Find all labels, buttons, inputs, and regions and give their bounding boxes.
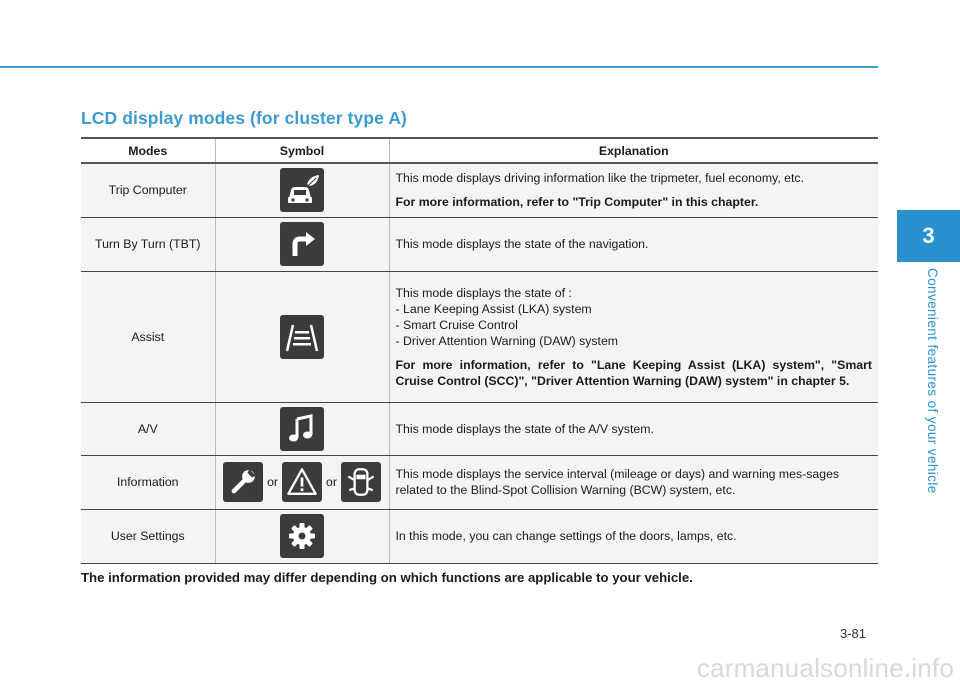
explanation-text: This mode displays driving information like the tripmeter, fuel economy, etc. (395, 171, 804, 186)
reference-note: For more information, refer to "Trip Computer" in this chapter. (395, 195, 759, 210)
chapter-tab (897, 210, 960, 262)
modes-table (81, 137, 878, 564)
table-header-row (81, 138, 878, 163)
watermark: carmanualsonline.info (696, 653, 954, 683)
table-row (81, 509, 878, 563)
explanation-cell (389, 163, 878, 217)
turn-arrow-icon (280, 222, 324, 266)
or-separator: or (267, 475, 278, 489)
explanation-text (396, 285, 873, 349)
table-row (81, 217, 878, 271)
explanation-text: This mode displays the state of the A/V system. (395, 421, 654, 436)
explanation-line: - Smart Cruise Control (395, 317, 518, 332)
explanation-cell (389, 509, 878, 563)
page-number: 3-81 (840, 626, 867, 641)
music-note-icon (280, 407, 324, 451)
or-separator: or (326, 475, 337, 489)
explanation-text: This mode displays the state of the navigation. (395, 237, 649, 251)
explanation-line: This mode displays the state of : (395, 285, 572, 300)
explanation-line: - Lane Keeping Assist (LKA) system (395, 301, 592, 316)
top-rule (0, 66, 878, 68)
mode-name: Information (81, 455, 215, 509)
explanation-cell (389, 455, 878, 509)
trip-computer-icon (280, 168, 324, 212)
explanation-cell (389, 271, 878, 402)
explanation-line: - Driver Attention Warning (DAW) system (395, 333, 619, 348)
mode-name: Trip Computer (81, 163, 215, 217)
table-row (81, 163, 878, 217)
mode-name: A/V (81, 402, 215, 455)
wrench-icon (223, 462, 263, 502)
mode-name: Turn By Turn (TBT) (81, 217, 215, 271)
car-doors-icon (341, 462, 381, 502)
warning-triangle-icon (282, 462, 322, 502)
symbol-cell (215, 509, 389, 563)
section-title: LCD display modes (for cluster type A) (81, 108, 407, 128)
lane-assist-icon (280, 315, 324, 359)
explanation-text: This mode displays the service interval (mileage or days) and warning mes-sages related to the Blind-Spot Collision Warning (BCW) system, etc. (395, 467, 840, 497)
table-row (81, 271, 878, 402)
reference-note: For more information, refer to "Lane Keeping Assist (LKA) system", "Smart Cruise Control (SCC)", "Driver Attention Warning (DAW) system" in chapter 5. (395, 357, 872, 388)
symbol-cell (215, 163, 389, 217)
symbol-cell (215, 455, 389, 509)
table-row (81, 455, 878, 509)
symbol-cell (215, 402, 389, 455)
explanation-cell (389, 402, 878, 455)
gear-icon (280, 514, 324, 558)
explanation-cell (389, 217, 878, 271)
chapter-title: Convenient features of your vehicle (925, 268, 940, 494)
header-modes: Modes (81, 138, 215, 163)
table-row (81, 402, 878, 455)
header-symbol: Symbol (215, 138, 389, 163)
chapter-number: 3 (922, 223, 935, 248)
explanation-text: In this mode, you can change settings of the doors, lamps, etc. (395, 529, 737, 543)
mode-name: Assist (81, 271, 215, 402)
symbol-cell (215, 217, 389, 271)
header-explanation: Explanation (389, 138, 878, 163)
mode-name: User Settings (81, 509, 215, 563)
footer-note: The information provided may differ depending on which functions are applicable to your vehicle. (81, 570, 693, 585)
symbol-cell (215, 271, 389, 402)
